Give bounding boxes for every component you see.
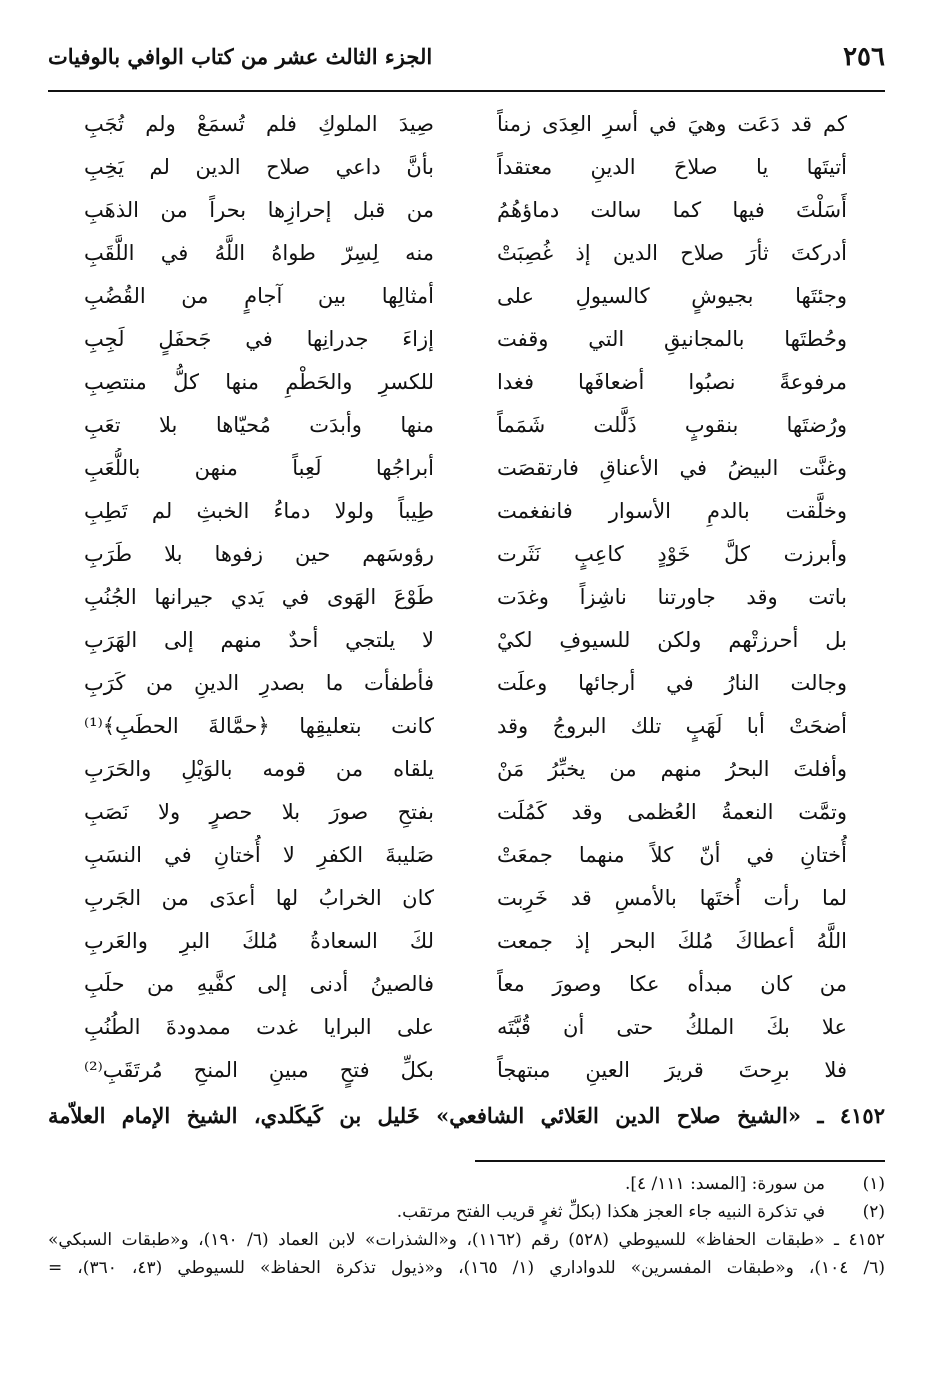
verse (84, 964, 847, 1004)
footnote-1 (48, 1170, 885, 1198)
entry-sources-line: (٦/ ١٠٤)، و«طبقات المفسرين» للدواداري (١/ ١٦٥)، و«ذيول تذكرة الحفاظ» للسيوطي (٤٣، ٣٦٠)، = (48, 1258, 885, 1278)
verse-first-hemistich: علا بكَ الملكُ حتى أن قُبَّتَه (497, 1015, 847, 1039)
verse-second-hemistich: كانت بتعليقِها ﴿حمَّالةَ الحطَبِ﴾⁽¹⁾ (84, 714, 434, 738)
verse-second-hemistich: فالصينُ أدنى إلى كفَّيهِ من حلَبِ (84, 972, 434, 996)
footnote-divider (475, 1160, 885, 1162)
verse (84, 620, 847, 660)
verse-second-hemistich: منها وأبدَت مُحيّاها بلا تعَبِ (84, 413, 434, 437)
verse (84, 1050, 847, 1090)
verse-second-hemistich: من قبل إحرازِها بحراً من الذهَبِ (84, 198, 434, 222)
verse (84, 1007, 847, 1047)
verse (84, 749, 847, 789)
verse (84, 706, 847, 746)
verse-second-hemistich: منه لِسِرّ طواهُ اللَّهُ في اللَّقَبِ (84, 241, 434, 265)
verse-second-hemistich: طِيباً ولولا دماءُ الخبثِ لم تَطِبِ (84, 499, 434, 523)
verse (84, 491, 847, 531)
footnote-text: في تذكرة النبيه جاء العجز هكذا (بكلِّ ثغرٍ قريب الفتح مرتقب. (396, 1202, 825, 1222)
verse (84, 362, 847, 402)
verse-first-hemistich: اللَّهُ أعطاكَ مُلكَ البحر إذ جمعت (497, 929, 847, 953)
verse (84, 319, 847, 359)
entry-sources-line: ٤١٥٢ ـ «طبقات الحفاظ» للسيوطي (٥٢٨) رقم (١١٦٢)، و«الشذرات» لابن العماد (٦/ ١٩٠)، و«طبقات السبكي» (48, 1230, 885, 1250)
verse-first-hemistich: لما رأت أُختَها بالأمسِ قد خَرِبت (497, 886, 847, 910)
poem (84, 104, 847, 1090)
verse-second-hemistich: صِيدَ الملوكِ فلم تُسمَعْ ولم تُجَبِ (84, 112, 434, 136)
verse-second-hemistich: أبراجُها لَعِباً منهن باللُّعَبِ (84, 456, 434, 480)
verse-first-hemistich: مرفوعةً نصبُوا أضعافَها فغدا (497, 370, 847, 394)
verse (84, 534, 847, 574)
verse-first-hemistich: وجئتَها بجيوشٍ كالسيولِ على (497, 284, 847, 308)
verse-first-hemistich: أُختانِ في أنّ كلاً منهما جمعَتْ (497, 843, 847, 867)
verse-first-hemistich: أتيتَها يا صلاحَ الدينِ معتقداً (497, 155, 847, 179)
verse-first-hemistich: أدركتَ ثأرَ صلاح الدين إذ غُصِبَتْ (497, 241, 847, 265)
verse-second-hemistich: إزاءَ جدرانِها في جَحفَلٍ لَجِبِ (84, 327, 434, 351)
verse-second-hemistich: بفتحِ صورَ بلا حصرٍ ولا نَصَبِ (84, 800, 434, 824)
verse-second-hemistich: طَوْعَ الهَوى في يَدي جيرانها الجُنُبِ (84, 585, 434, 609)
verse-second-hemistich: للكسرِ والحَطْمِ منها كلُّ منتصِبِ (84, 370, 434, 394)
verse-first-hemistich: من كان مبدأه عكا وصورَ معاً (497, 972, 847, 996)
verse (84, 276, 847, 316)
verse-first-hemistich: فلا برِحتَ قريرَ العينِ مبتهجاً (497, 1058, 847, 1082)
verse (84, 792, 847, 832)
verse-first-hemistich: بل أحرزتْهم ولكن للسيوفِ لكيْ (497, 628, 847, 652)
book-title: الجزء الثالث عشر من كتاب الوافي بالوفيات (48, 44, 433, 69)
verse-second-hemistich: يلقاه من قومه بالوَيْلِ والحَرَبِ (84, 757, 434, 781)
verse-first-hemistich: ورُضتَها بنقوبٍ ذَلَّلت شَمَماً (497, 413, 847, 437)
verse (84, 835, 847, 875)
verse-second-hemistich: كان الخرابُ لها أعدَى من الجَربِ (84, 886, 434, 910)
footnote-text: من سورة: [المسد: ١١١/ ٤]. (624, 1174, 825, 1194)
verse-second-hemistich: رؤوسَهم حين زفوها بلا طَرَبِ (84, 542, 434, 566)
verse (84, 190, 847, 230)
verse (84, 405, 847, 445)
verse (84, 448, 847, 488)
biography-entry-heading: ٤١٥٢ ـ «الشيخ صلاح الدين العَلائي الشافعي» خَليل بن كَيكَلدي، الشيخ الإمام العلاّمة (48, 1103, 885, 1128)
verse-second-hemistich: بأنَّ داعي صلاح الدين لم يَخِبِ (84, 155, 434, 179)
verse-second-hemistich: لا يلتجي أحدٌ منهم إلى الهَرَبِ (84, 628, 434, 652)
verse (84, 921, 847, 961)
verse (84, 663, 847, 703)
verse-second-hemistich: بكلِّ فتحٍ مبينِ المنحِ مُرتَقَبِ⁽²⁾ (84, 1058, 434, 1082)
verse (84, 147, 847, 187)
page-number: ٢٥٦ (843, 42, 885, 72)
footnote-2 (48, 1198, 885, 1226)
verse (84, 878, 847, 918)
verse-second-hemistich: لكَ السعادةُ مُلكَ البرِ والعَربِ (84, 929, 434, 953)
verse-first-hemistich: وتمَّت النعمةُ العُظمى وقد كَمُلَت (497, 800, 847, 824)
running-head (48, 40, 885, 92)
verse-first-hemistich: كم قد دَعَت وهيَ في أسرِ العِدَى زمناً (497, 112, 847, 136)
verse-first-hemistich: باتت وقد جاورتنا ناشِزاً وغدَت (497, 585, 847, 609)
verse-first-hemistich: وجالت النارُ في أرجائها وعلَت (497, 671, 847, 695)
verse-first-hemistich: وأبرزت كلَّ خَوْدٍ كاعِبٍ نَثَرت (497, 542, 847, 566)
verse-first-hemistich: وحُطتَها بالمجانيقِ التي وقفت (497, 327, 847, 351)
footnote-number: (٢) (862, 1202, 885, 1222)
verse-first-hemistich: وغنَّت البيضُ في الأعناقِ فارتقصَت (497, 456, 847, 480)
verse (84, 577, 847, 617)
verse-second-hemistich: صَليبةَ الكفرِ لا أُختانِ في النسَبِ (84, 843, 434, 867)
verse-first-hemistich: أضحَتْ أبا لَهَبٍ تلك البروجُ وقد (497, 714, 847, 738)
verse-first-hemistich: وأفلتَ البحرُ منهم من يخبِّرُ مَنْ (497, 757, 847, 781)
verse-second-hemistich: على البرايا غدت ممدودةَ الطُنُبِ (84, 1015, 434, 1039)
footnote-number: (١) (862, 1174, 885, 1194)
verse-first-hemistich: وخلَّقت بالدمِ الأسوار فانفغمت (497, 499, 847, 523)
verse-second-hemistich: فأطفأت ما بصدرِ الدينِ من كَرَبِ (84, 671, 434, 695)
footnotes (48, 1170, 885, 1282)
verse (84, 104, 847, 144)
verse-second-hemistich: أمثالِها بين آجامٍ من القُضُبِ (84, 284, 434, 308)
verse (84, 233, 847, 273)
verse-first-hemistich: أَسَلْتَ فيها كما سالت دماؤهُمُ (497, 198, 847, 222)
